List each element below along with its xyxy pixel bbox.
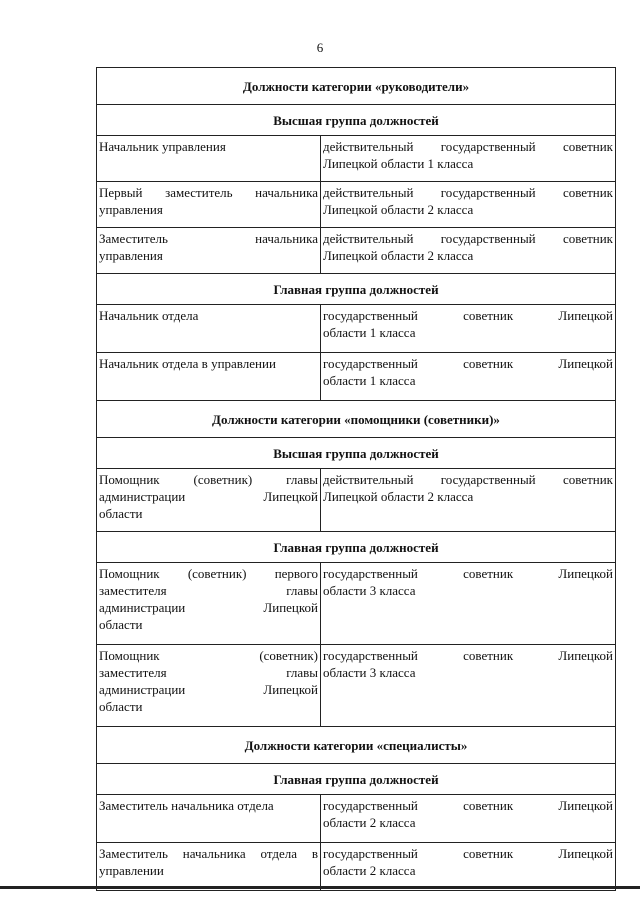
position-line: Начальник отдела в управлении: [99, 356, 276, 371]
position-cell: [97, 182, 321, 228]
group-header-row: [97, 438, 616, 469]
rank-line: области 1 класса: [323, 325, 416, 340]
table-row: [97, 795, 616, 843]
rank-cell: [321, 563, 616, 645]
category-header-row: [97, 401, 616, 438]
position-line: области: [99, 699, 143, 714]
rank-cell: [321, 645, 616, 727]
position-line: Помощник (советник): [99, 648, 318, 663]
table-row: [97, 353, 616, 401]
ranks-table: [96, 67, 616, 891]
rank-cell: [321, 136, 616, 182]
position-line: Начальник отдела: [99, 308, 199, 323]
position-cell: [97, 843, 321, 891]
rank-line: Липецкой области 1 класса: [323, 156, 474, 171]
group-title: Главная группа должностей: [97, 274, 616, 305]
group-title: Главная группа должностей: [97, 532, 616, 563]
position-line: Заместитель начальника: [99, 231, 318, 246]
table-row: [97, 843, 616, 891]
page-number: 6: [316, 40, 324, 55]
rank-line: области 2 класса: [323, 863, 416, 878]
group-title: Высшая группа должностей: [97, 438, 616, 469]
group-header-row: [97, 274, 616, 305]
position-line: Заместитель начальника отдела: [99, 798, 274, 813]
group-header-row: [97, 532, 616, 563]
group-header-row: [97, 105, 616, 136]
position-cell: [97, 305, 321, 353]
rank-cell: [321, 305, 616, 353]
position-line: Начальник управления: [99, 139, 226, 154]
ranks-table-body: [97, 68, 616, 891]
position-line: заместителя главы: [99, 665, 318, 680]
category-title: Должности категории «специалисты»: [97, 727, 616, 764]
position-line: Заместитель начальника отдела в: [99, 846, 318, 861]
table-row: [97, 305, 616, 353]
position-line: области: [99, 617, 143, 632]
position-cell: [97, 136, 321, 182]
rank-line: действительный государственный советник: [323, 231, 613, 246]
rank-line: действительный государственный советник: [323, 185, 613, 200]
table-row: [97, 136, 616, 182]
rank-cell: [321, 795, 616, 843]
table-row: [97, 563, 616, 645]
position-cell: [97, 228, 321, 274]
rank-line: области 2 класса: [323, 815, 416, 830]
rank-line: Липецкой области 2 класса: [323, 248, 474, 263]
position-line: администрации Липецкой: [99, 600, 318, 615]
position-line: Первый заместитель начальника: [99, 185, 318, 200]
position-line: заместителя главы: [99, 583, 318, 598]
position-line: управления: [99, 248, 163, 263]
position-cell: [97, 469, 321, 532]
rank-cell: [321, 353, 616, 401]
rank-line: области 3 класса: [323, 665, 416, 680]
group-title: Главная группа должностей: [97, 764, 616, 795]
table-row: [97, 469, 616, 532]
rank-line: Липецкой области 2 класса: [323, 489, 474, 504]
rank-cell: [321, 182, 616, 228]
position-line: администрации Липецкой: [99, 682, 318, 697]
position-line: Помощник (советник) первого: [99, 566, 318, 581]
table-row: [97, 228, 616, 274]
category-header-row: [97, 68, 616, 105]
group-header-row: [97, 764, 616, 795]
rank-line: действительный государственный советник: [323, 472, 613, 487]
rank-line: государственный советник Липецкой: [323, 308, 613, 323]
position-line: администрации Липецкой: [99, 489, 318, 504]
category-title: Должности категории «руководители»: [97, 68, 616, 105]
rank-line: государственный советник Липецкой: [323, 648, 613, 663]
rank-line: действительный государственный советник: [323, 139, 613, 154]
position-line: Помощник (советник) главы: [99, 472, 318, 487]
rank-line: области 3 класса: [323, 583, 416, 598]
position-cell: [97, 645, 321, 727]
rank-line: государственный советник Липецкой: [323, 798, 613, 813]
footer-rule: [0, 886, 640, 889]
rank-cell: [321, 469, 616, 532]
category-title: Должности категории «помощники (советники)»: [97, 401, 616, 438]
position-line: управлении: [99, 863, 164, 878]
rank-cell: [321, 843, 616, 891]
rank-line: области 1 класса: [323, 373, 416, 388]
position-cell: [97, 795, 321, 843]
table-row: [97, 645, 616, 727]
position-cell: [97, 353, 321, 401]
rank-line: государственный советник Липецкой: [323, 356, 613, 371]
rank-cell: [321, 228, 616, 274]
rank-line: государственный советник Липецкой: [323, 846, 613, 861]
table-row: [97, 182, 616, 228]
position-cell: [97, 563, 321, 645]
rank-line: государственный советник Липецкой: [323, 566, 613, 581]
position-line: управления: [99, 202, 163, 217]
position-line: области: [99, 506, 143, 521]
group-title: Высшая группа должностей: [97, 105, 616, 136]
rank-line: Липецкой области 2 класса: [323, 202, 474, 217]
category-header-row: [97, 727, 616, 764]
